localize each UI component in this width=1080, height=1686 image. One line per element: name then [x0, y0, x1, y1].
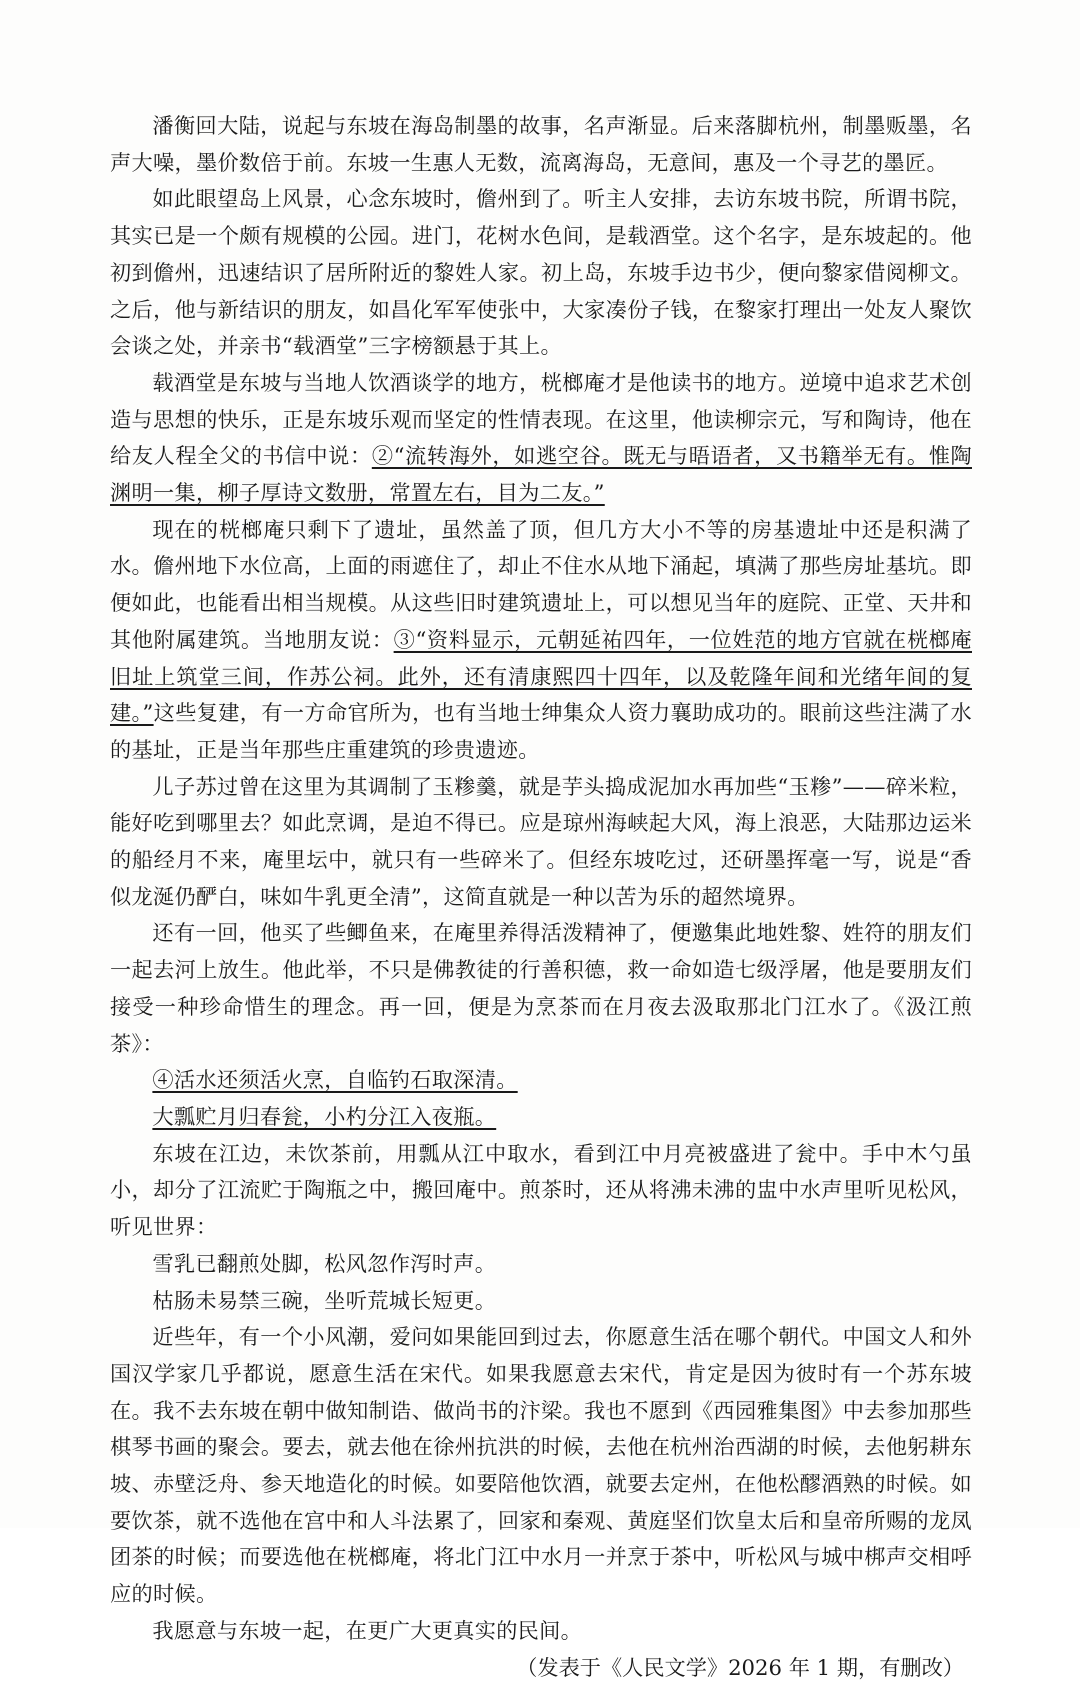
paragraph: 我愿意与东坡一起，在更广大更真实的民间。: [152, 1617, 583, 1643]
paragraph: 如此眼望岛上风景，心念东坡时，儋州到了。听主人安排，去访东坡书院，所谓书院，其实已是一个颇有规模的公园。进门，花树水色间，是载酒堂。这个名字，是东坡起的。他初到儋州，迅速结识了居所附近的黎姓人家。初上岛，东坡手边书少，便向黎家借阅柳文。之后，他与新结识的朋友，如昌化军军使张中，大家凑份子钱，在黎家打理出一处友人聚饮会谈之处，并亲书“载酒堂”三字榜额悬于其上。: [110, 186, 972, 359]
paragraph: 近些年，有一个小风潮，爱问如果能回到过去，你愿意生活在哪个朝代。中国文人和外国汉学家几乎都说，愿意生活在宋代。如果我愿意去宋代，肯定是因为彼时有一个苏东坡在。我不去东坡在朝中做知制诰、做尚书的汴梁。我也不愿到《西园雅集图》中去参加那些棋琴书画的聚会。要去，就去他在徐州抗洪的时候，去他在杭州治西湖的时候，去他躬耕东坡、赤壁泛舟、参天地造化的时候。如要陪他饮酒，就要去定州，在他松醪酒熟的时候。如要饮茶，就不选他在宫中和人斗法累了，回家和秦观、黄庭坚们饮皇太后和皇帝所赐的龙凤团茶的时候；而要选他在桄榔庵，将北门江中水月一并烹于茶中，听松风与城中梆声交相呼应的时候。: [110, 1324, 972, 1607]
poem-line: [110, 1062, 972, 1099]
paragraph: 还有一回，他买了些鲫鱼来，在庵里养得活泼精神了，便邀集此地姓黎、姓符的朋友们一起去河上放生。他此举，不只是佛教徒的行善积德，救一命如造七级浮屠，他是要朋友们接受一种珍命惜生的理念。再一回，便是为烹茶而在月夜去汲取那北门江水了。《汲江煎茶》：: [110, 920, 972, 1056]
underlined-sentence-3: ③“资料显示，元朝延祐四年，一位姓范的地方官就在桄榔庵旧址上筑堂三间，作苏公祠。此外，还有清康熙四十四年，以及乾隆年间和光绪年间的复建。”: [110, 626, 972, 726]
poem-line: 大瓢贮月归春瓮，小杓分江入夜瓶。: [152, 1103, 497, 1129]
paragraph: 载酒堂是东坡与当地人饮酒谈学的地方，桄榔庵才是他读书的地方。逆境中追求艺术创造与思想的快乐，正是东坡乐观而坚定的性情表现。在这里，他读柳宗元，写和陶诗，他在给友人程全父的书信中说：②“流转海外，如逃空谷。既无与晤语者，又书籍举无有。惟陶渊明一集，柳子厚诗文数册，常置左右，目为二友。”: [110, 369, 972, 506]
paragraph: 东坡在江边，未饮茶前，用瓢从江中取水，看到江中月亮被盛进了瓮中。手中木勺虽小，却分了江流贮于陶瓶之中，搬回庵中。煎茶时，还从将沸未沸的盅中水声里听见松风，听见世界：: [110, 1140, 972, 1240]
article-body: [110, 108, 972, 1686]
underlined-sentence-4: ④活水还须活火烹，自临钓石取深清。: [152, 1067, 518, 1093]
underlined-sentence-2: ②“流转海外，如逃空谷。既无与晤语者，又书籍举无有。惟陶渊明一集，柳子厚诗文数册，常置左右，目为二友。”: [110, 443, 972, 506]
source-note: （发表于《人民文学》2026 年 1 期，有删改）: [516, 1654, 964, 1680]
paragraph: 现在的桄榔庵只剩下了遗址，虽然盖了顶，但几方大小不等的房基遗址中还是积满了水。儋州地下水位高，上面的雨遮住了，却止不住水从地下涌起，填满了那些房址基坑。即便如此，也能看出相当规模。从这些旧时建筑遗址上，可以想见当年的庭院、正堂、天井和其他附属建筑。当地朋友说：③“资料显示，元朝延祐四年，一位姓范的地方官就在桄榔庵旧址上筑堂三间，作苏公祠。此外，还有清康熙四十四年，以及乾隆年间和光绪年间的复建。”这些复建，有一方命官所为，也有当地士绅集众人资力襄助成功的。眼前这些注满了水的基址，正是当年那些庄重建筑的珍贵遗迹。: [110, 516, 972, 762]
poem-line: 枯肠未易禁三碗，坐听荒城长短更。: [152, 1287, 497, 1313]
paragraph: 潘衡回大陆，说起与东坡在海岛制墨的故事，名声渐显。后来落脚杭州，制墨贩墨，名声大噪，墨价数倍于前。东坡一生惠人无数，流离海岛，无意间，惠及一个寻艺的墨匠。: [110, 113, 972, 175]
poem-line: 雪乳已翻煎处脚，松风忽作泻时声。: [152, 1250, 497, 1276]
paragraph: 儿子苏过曾在这里为其调制了玉糁羹，就是芋头捣成泥加水再加些“玉糁”——碎米粒，能好吃到哪里去？如此烹调，是迫不得已。应是琼州海峡起大风，海上浪恶，大陆那边运米的船经月不来，庵里坛中，就只有一些碎米了。但经东坡吃过，还研墨挥毫一写，说是“香似龙涎仍酽白，味如牛乳更全清”，这简直就是一种以苦为乐的超然境界。: [110, 773, 972, 909]
